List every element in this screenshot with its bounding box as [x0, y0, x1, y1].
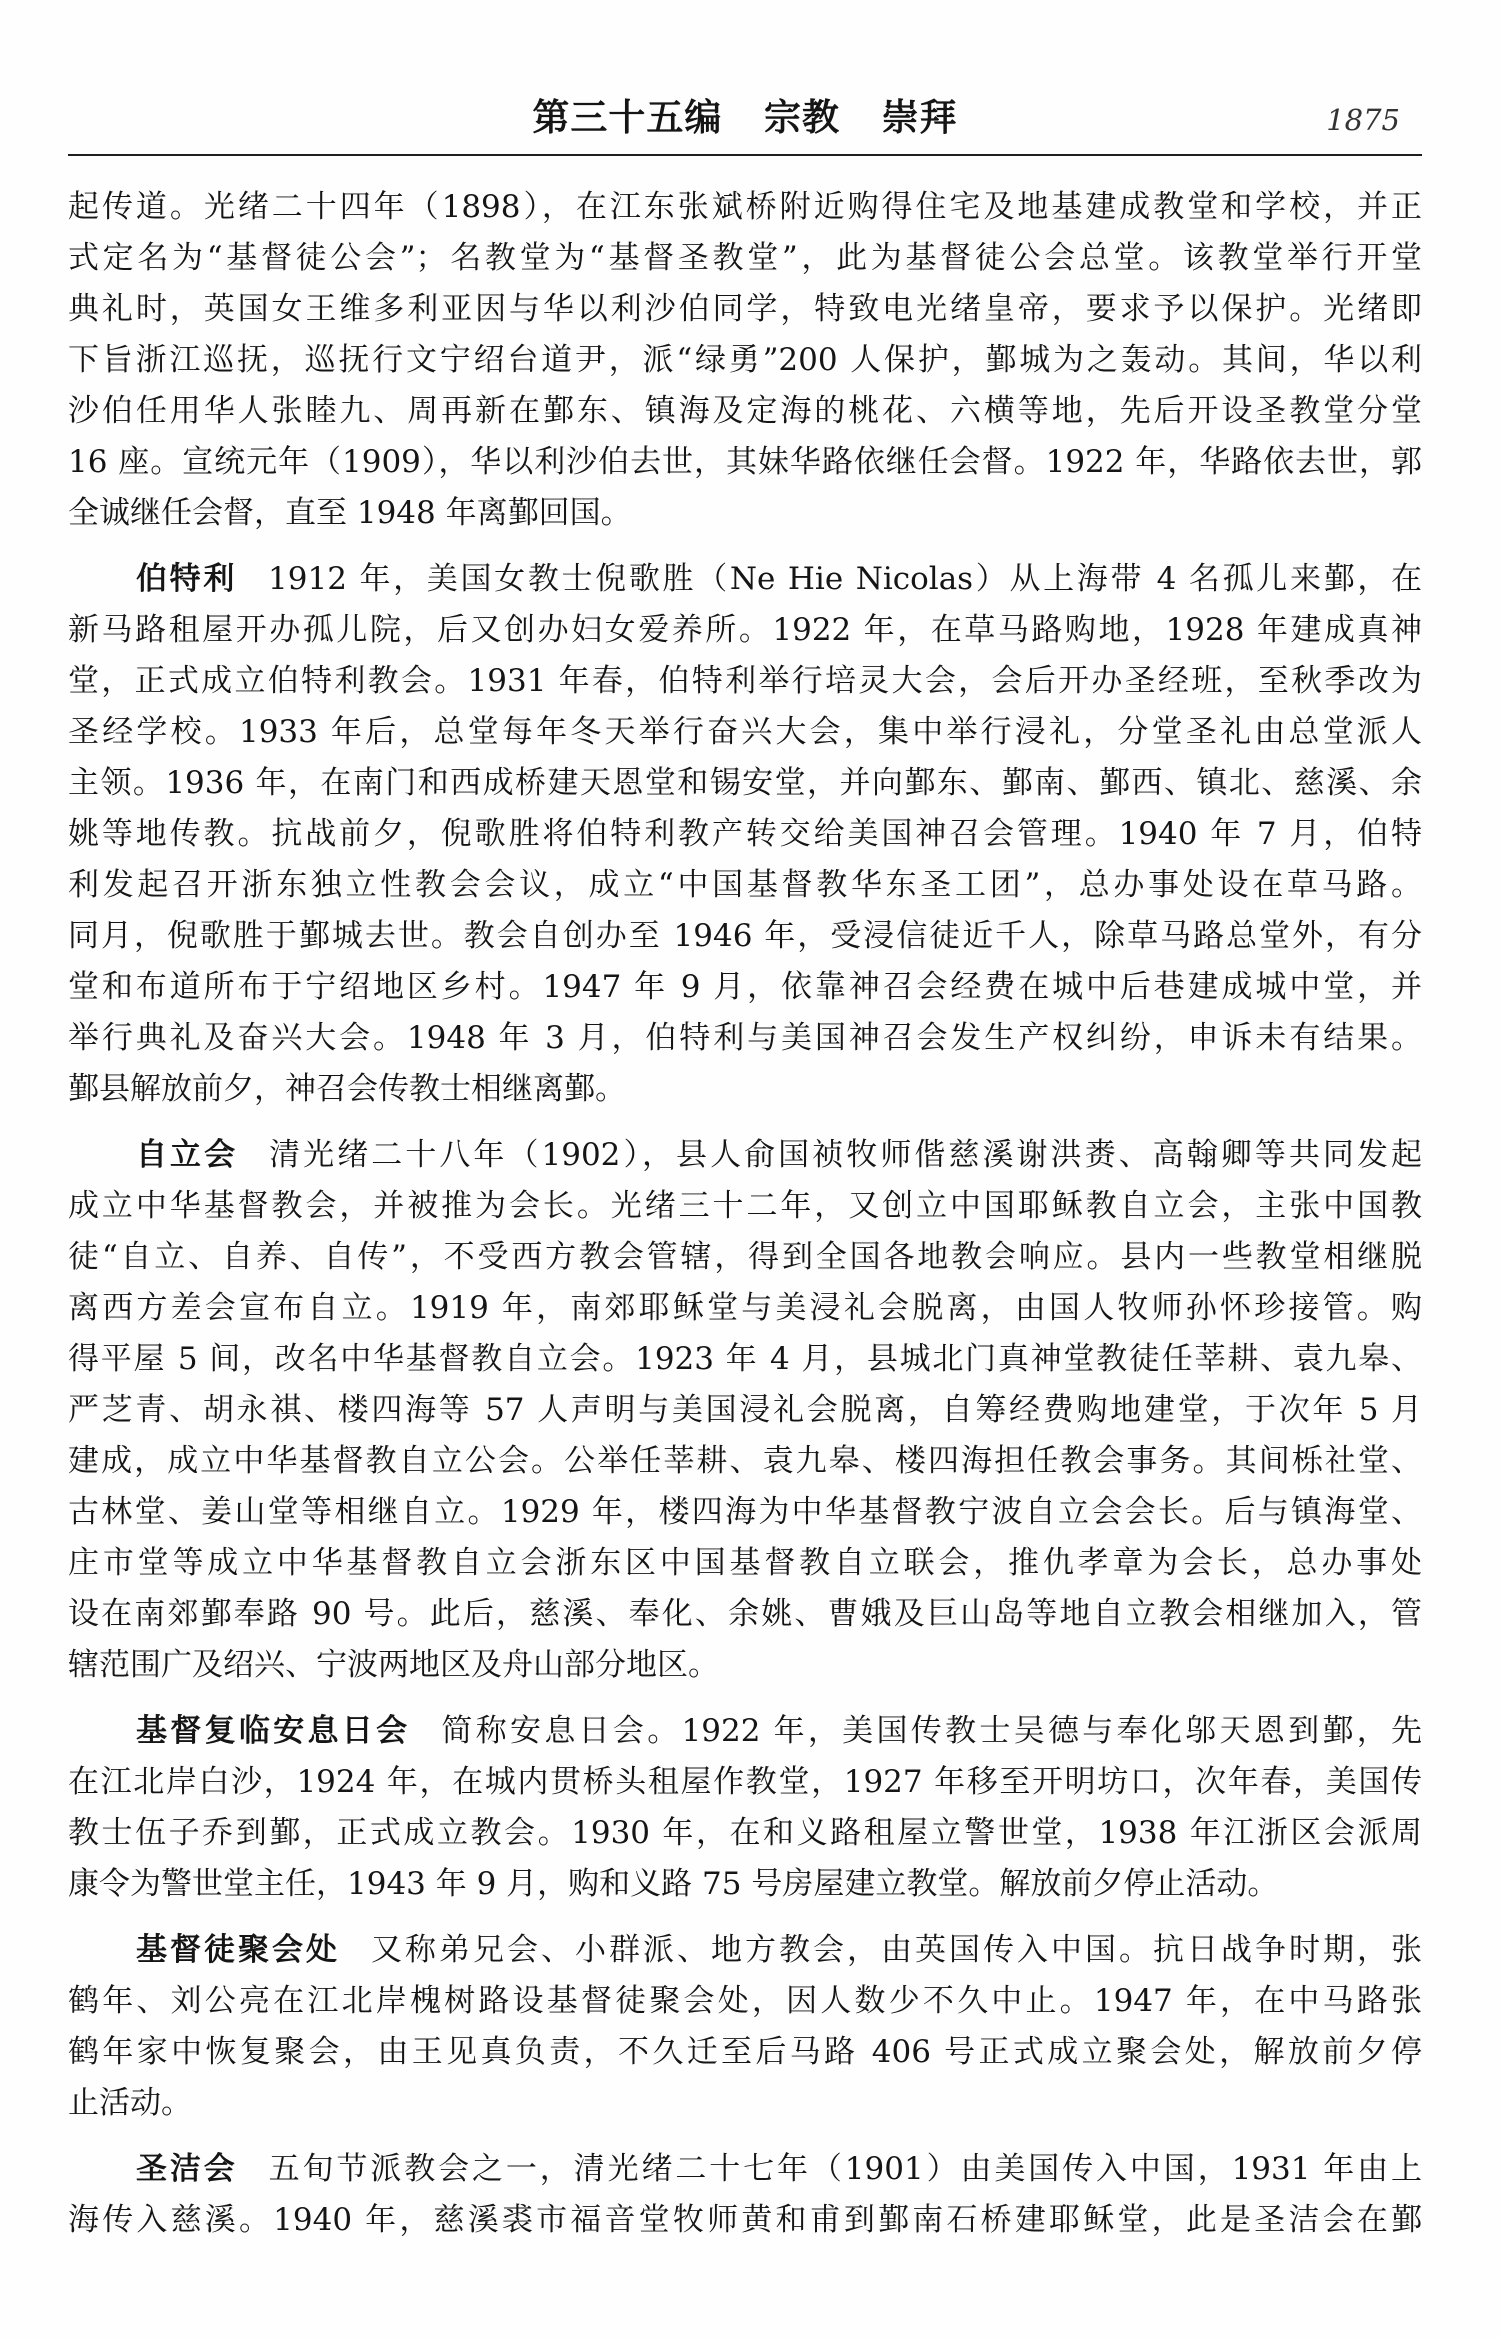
text-line	[68, 1538, 1422, 1589]
text-line	[68, 1232, 1422, 1283]
text-line	[68, 1385, 1422, 1436]
line-text: 典礼时，英国女王维多利亚因与华以利沙伯同学，特致电光绪皇帝，要求予以保护。光绪即	[68, 291, 1422, 327]
text-line	[68, 1013, 1422, 1064]
line-text: 堂和布道所布于宁绍地区乡村。1947 年 9 月，依靠神召会经费在城中后巷建成城中堂，并	[68, 969, 1422, 1005]
line-text: 古林堂、姜山堂等相继自立。1929 年，楼四海为中华基督教宁波自立会会长。后与镇海堂、	[68, 1494, 1422, 1530]
text-line	[68, 1808, 1422, 1859]
running-head	[68, 88, 1422, 148]
line-text: 严芝青、胡永祺、楼四海等 57 人声明与美国浸礼会脱离，自筹经费购地建堂，于次年 5 月	[68, 1392, 1422, 1428]
section-heading: 伯特利	[136, 561, 238, 597]
line-text: 下旨浙江巡抚，巡抚行文宁绍台道尹，派“绿勇”200 人保护，鄞城为之轰动。其间，华以利	[68, 342, 1422, 378]
line-text: 又称弟兄会、小群派、地方教会，由英国传入中国。抗日战争时期，张	[371, 1932, 1422, 1968]
text-line	[68, 656, 1422, 707]
text-line	[68, 758, 1422, 809]
section-heading: 基督徒聚会处	[136, 1932, 340, 1968]
text-line	[68, 1706, 1422, 1757]
header-rule	[68, 154, 1422, 156]
section-paragraph	[68, 1925, 1422, 2129]
line-text: 鹤年、刘公亮在江北岸槐树路设基督徒聚会处，因人数少不久中止。1947 年，在中马路张	[68, 1983, 1422, 2019]
text-line	[68, 860, 1422, 911]
line-text: 利发起召开浙东独立性教会会议，成立“中国基督教华东圣工团”，总办事处设在草马路。	[68, 867, 1422, 903]
text-line	[68, 911, 1422, 962]
text-line	[68, 1283, 1422, 1334]
section-paragraph	[68, 554, 1422, 1115]
line-text: 起传道。光绪二十四年（1898），在江东张斌桥附近购得住宅及地基建成教堂和学校，并正	[68, 189, 1422, 225]
text-line	[68, 1925, 1422, 1976]
line-text: 成立中华基督教会，并被推为会长。光绪三十二年，又创立中国耶稣教自立会，主张中国教	[68, 1188, 1422, 1224]
body-text	[68, 182, 1422, 2246]
line-text: 全诚继任会督，直至 1948 年离鄞回国。	[68, 495, 632, 531]
text-line	[68, 488, 1422, 539]
section-heading: 自立会	[136, 1137, 239, 1173]
text-line	[68, 554, 1422, 605]
line-text: 徒“自立、自养、自传”，不受西方教会管辖，得到全国各地教会响应。县内一些教堂相继脱	[68, 1239, 1422, 1275]
text-line	[68, 2027, 1422, 2078]
line-text: 教士伍子乔到鄞，正式成立教会。1930 年，在和义路租屋立警世堂，1938 年江浙区会派周	[68, 1815, 1422, 1851]
line-text: 五旬节派教会之一，清光绪二十七年（1901）由美国传入中国，1931 年由上	[268, 2151, 1422, 2187]
text-line	[68, 962, 1422, 1013]
line-text: 同月，倪歌胜于鄞城去世。教会自创办至 1946 年，受浸信徒近千人，除草马路总堂外，有分	[68, 918, 1422, 954]
text-line	[68, 2078, 1422, 2129]
line-text: 海传入慈溪。1940 年，慈溪裘市福音堂牧师黄和甫到鄞南石桥建耶稣堂，此是圣洁会在鄞	[68, 2202, 1422, 2238]
line-text: 16 座。宣统元年（1909），华以利沙伯去世，其妹华路依继任会督。1922 年，华路依去世，郭	[68, 444, 1422, 480]
text-line	[68, 809, 1422, 860]
text-line	[68, 1640, 1422, 1691]
line-text: 建成，成立中华基督教自立公会。公举任莘耕、袁九皋、楼四海担任教会事务。其间栎社堂、	[68, 1443, 1422, 1479]
line-text: 设在南郊鄞奉路 90 号。此后，慈溪、奉化、余姚、曹娥及巨山岛等地自立教会相继加入，管	[68, 1596, 1422, 1632]
line-text: 堂，正式成立伯特利教会。1931 年春，伯特利举行培灵大会，会后开办圣经班，至秋季改为	[68, 663, 1422, 699]
line-text: 庄市堂等成立中华基督教自立会浙东区中国基督教自立联会，推仇孝章为会长，总办事处	[68, 1545, 1422, 1581]
line-text: 辖范围广及绍兴、宁波两地区及舟山部分地区。	[68, 1647, 719, 1683]
text-line	[68, 1757, 1422, 1808]
text-line	[68, 284, 1422, 335]
line-text: 简称安息日会。1922 年，美国传教士吴德与奉化邬天恩到鄞，先	[441, 1713, 1422, 1749]
line-text: 清光绪二十八年（1902），县人俞国祯牧师偕慈溪谢洪赉、高翰卿等共同发起	[269, 1137, 1422, 1173]
text-line	[68, 386, 1422, 437]
text-line	[68, 1487, 1422, 1538]
text-line	[68, 1130, 1422, 1181]
continued-paragraph	[68, 182, 1422, 539]
text-line	[68, 1334, 1422, 1385]
text-line	[68, 1859, 1422, 1910]
text-line	[68, 2144, 1422, 2195]
text-line	[68, 1976, 1422, 2027]
line-text: 鹤年家中恢复聚会，由王见真负责，不久迁至后马路 406 号正式成立聚会处，解放前夕停	[68, 2034, 1422, 2070]
text-line	[68, 1589, 1422, 1640]
section-paragraph	[68, 2144, 1422, 2246]
text-line	[68, 605, 1422, 656]
line-text: 式定名为“基督徒公会”；名教堂为“基督圣教堂”，此为基督徒公会总堂。该教堂举行开堂	[68, 240, 1422, 276]
text-line	[68, 182, 1422, 233]
text-line	[68, 2195, 1422, 2246]
line-text: 康令为警世堂主任，1943 年 9 月，购和义路 75 号房屋建立教堂。解放前夕停止活动。	[68, 1866, 1279, 1902]
section-heading: 圣洁会	[136, 2151, 238, 2187]
section-paragraph	[68, 1706, 1422, 1910]
page-number: 1875	[1326, 103, 1400, 137]
section-heading: 基督复临安息日会	[136, 1713, 411, 1749]
text-line	[68, 1436, 1422, 1487]
text-line	[68, 1181, 1422, 1232]
text-line	[68, 707, 1422, 758]
line-text: 沙伯任用华人张睦九、周再新在鄞东、镇海及定海的桃花、六横等地，先后开设圣教堂分堂	[68, 393, 1422, 429]
text-line	[68, 1064, 1422, 1115]
text-line	[68, 233, 1422, 284]
line-text: 离西方差会宣布自立。1919 年，南郊耶稣堂与美浸礼会脱离，由国人牧师孙怀珍接管。购	[68, 1290, 1422, 1326]
running-title: 第三十五编 宗教 崇拜	[532, 96, 958, 139]
line-text: 新马路租屋开办孤儿院，后又创办妇女爱养所。1922 年，在草马路购地，1928 年建成真神	[68, 612, 1422, 648]
line-text: 姚等地传教。抗战前夕，倪歌胜将伯特利教产转交给美国神召会管理。1940 年 7 月，伯特	[68, 816, 1422, 852]
line-text: 圣经学校。1933 年后，总堂每年冬天举行奋兴大会，集中举行浸礼，分堂圣礼由总堂派人	[68, 714, 1422, 750]
line-text: 止活动。	[68, 2085, 192, 2121]
line-text: 鄞县解放前夕，神召会传教士相继离鄞。	[68, 1071, 626, 1107]
line-text: 主领。1936 年，在南门和西成桥建天恩堂和锡安堂，并向鄞东、鄞南、鄞西、镇北、慈溪、余	[68, 765, 1422, 801]
text-line	[68, 335, 1422, 386]
line-text: 得平屋 5 间，改名中华基督教自立会。1923 年 4 月，县城北门真神堂教徒任莘耕、袁九皋、	[68, 1341, 1422, 1377]
line-text: 1912 年，美国女教士倪歌胜（Ne Hie Nicolas）从上海带 4 名孤儿来鄞，在	[268, 561, 1422, 597]
line-text: 举行典礼及奋兴大会。1948 年 3 月，伯特利与美国神召会发生产权纠纷，申诉未有结果。	[68, 1020, 1422, 1056]
text-line	[68, 437, 1422, 488]
line-text: 在江北岸白沙，1924 年，在城内贯桥头租屋作教堂，1927 年移至开明坊口，次年春，美国传	[68, 1764, 1422, 1800]
section-paragraph	[68, 1130, 1422, 1691]
